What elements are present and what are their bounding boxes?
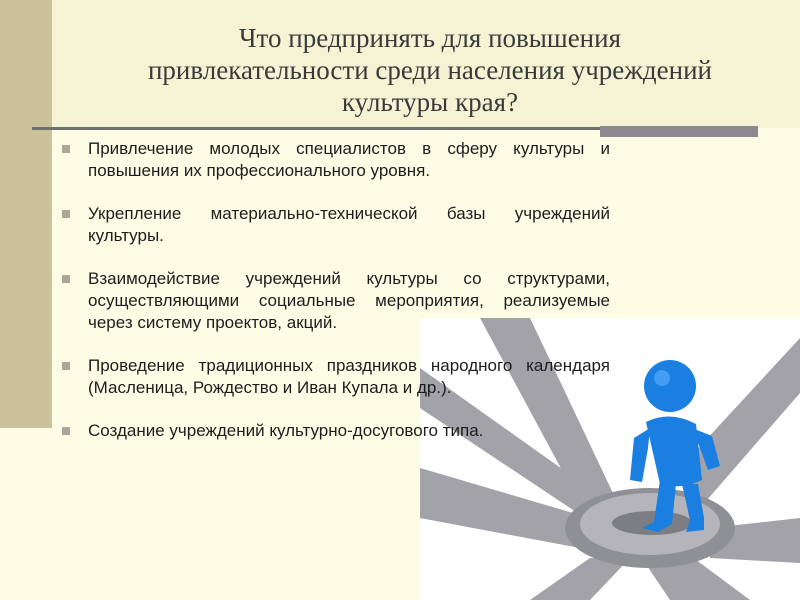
bullet-marker	[62, 145, 70, 153]
title-line: культуры края?	[341, 87, 519, 117]
list-item-text: Создание учреждений культурно-досугового типа.	[88, 421, 484, 440]
list-item	[62, 138, 610, 182]
bullet-marker	[62, 210, 70, 218]
list-item-text: Привлечение молодых специалистов в сферу культуры и повышения их профессионального уровня.	[88, 139, 610, 180]
slide-title	[60, 22, 800, 118]
list-item	[62, 355, 610, 399]
title-line: привлекательности среди населения учреждений	[147, 55, 712, 85]
bullet-marker	[62, 427, 70, 435]
list-item-text: Укрепление материально-технической базы учреждений культуры.	[88, 204, 610, 245]
bullet-list	[62, 138, 610, 463]
left-accent-strip	[0, 0, 52, 428]
list-item	[62, 420, 610, 442]
list-item-text: Проведение традиционных праздников народного календаря (Масленица, Рождество и Иван Купала и др.).	[88, 356, 610, 397]
title-line: Что предпринять для повышения	[239, 23, 621, 53]
bullet-marker	[62, 362, 70, 370]
list-item	[62, 268, 610, 334]
list-item-text: Взаимодействие учреждений культуры со структурами, осуществляющими социальные мероприятия, реализуемые через систему проектов, акций.	[88, 269, 610, 332]
title-divider-block	[600, 126, 758, 137]
bullet-marker	[62, 275, 70, 283]
list-item	[62, 203, 610, 247]
